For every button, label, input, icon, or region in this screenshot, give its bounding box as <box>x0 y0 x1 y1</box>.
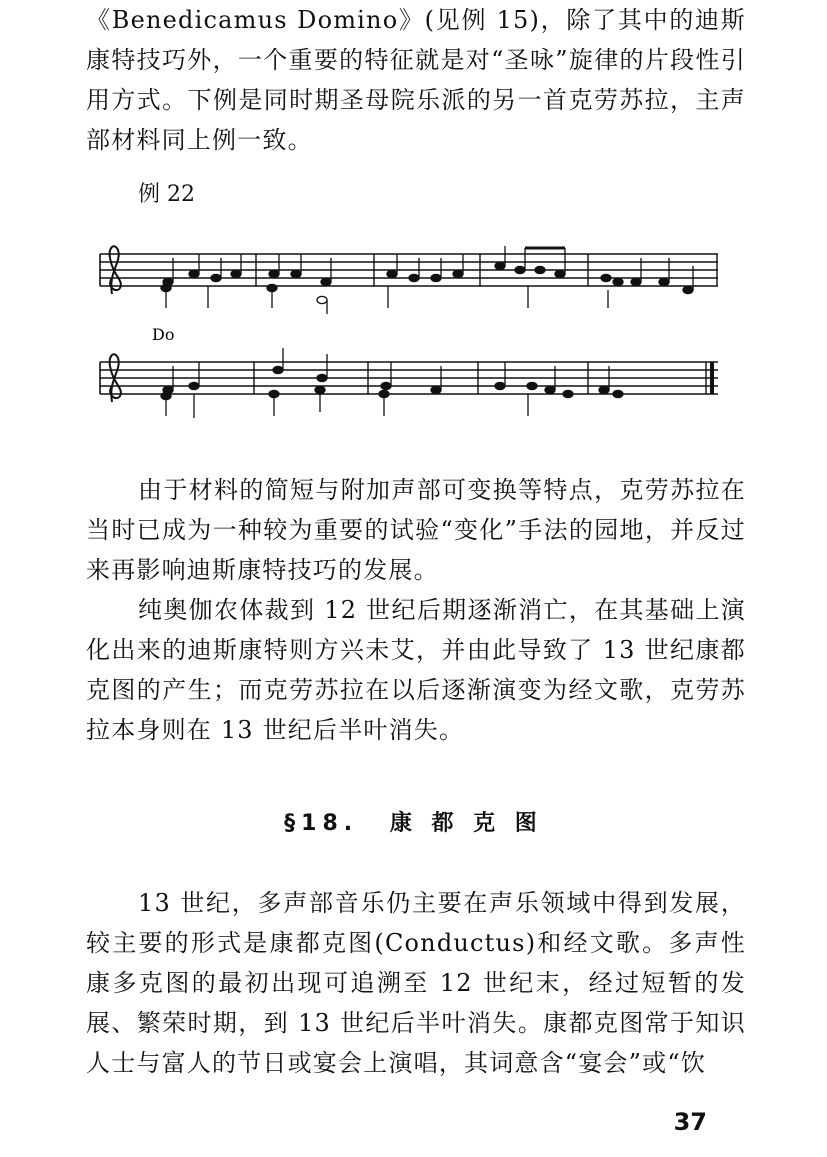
body-paragraph-2: 纯奥伽农体裁到 12 世纪后期逐渐消亡，在其基础上演化出来的迪斯康特则方兴未艾，并由此导致了 13 世纪康都克图的产生；而克劳苏拉在以后逐渐演变为经文歌，克劳苏拉本身则在 13 世纪后半叶消失。 <box>86 596 746 744</box>
section-paragraph-text: 13 世纪，多声部音乐仍主要在声乐领域中得到发展，较主要的形式是康都克图(Conductus)和经文歌。多声性康多克图的最初出现可追溯至 12 世纪末，经过短暂的发展、繁荣时期，到 13 世纪后半叶消失。康都克图常于知识人士与富人的节日或宴会上演唱，其词意含“宴会”或“饮 <box>86 889 746 1077</box>
section-title: 康 都 克 图 <box>389 811 543 836</box>
syllable-text: Do <box>152 325 175 344</box>
section-number: §18. <box>284 811 359 836</box>
body-paragraph-1: 由于材料的简短与附加声部可变换等特点，克劳苏拉在当时已成为一种较为重要的试验“变化”手法的园地，并反过来再影响迪斯康特技巧的发展。 <box>86 476 746 584</box>
notes-system-1 <box>161 246 693 314</box>
section-heading <box>0 806 827 837</box>
intro-paragraph <box>86 0 746 160</box>
example-label: 例 22 <box>138 182 195 207</box>
notes-system-2 <box>161 348 623 418</box>
page-number: 37 <box>673 1108 707 1136</box>
body-paragraphs <box>86 470 746 750</box>
music-score <box>88 232 728 447</box>
intro-text: 《Benedicamus Domino》(见例 15)，除了其中的迪斯康特技巧外，一个重要的特征就是对“圣咏”旋律的片段性引用方式。下例是同时期圣母院乐派的另一首克劳苏拉，主声部材料同上例一致。 <box>86 6 746 154</box>
section-paragraph <box>86 883 746 1083</box>
